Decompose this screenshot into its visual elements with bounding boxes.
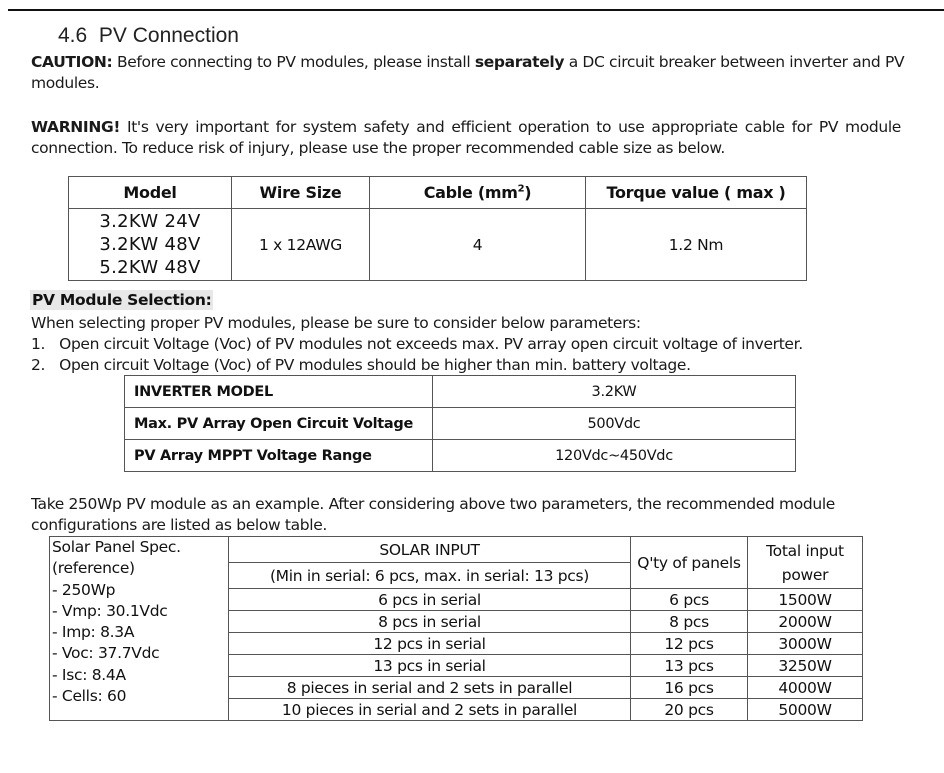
spec-value: 500Vdc	[433, 408, 796, 440]
qty-cell: 8 pcs	[631, 611, 748, 633]
module-config-table	[49, 536, 863, 721]
power-cell: 3000W	[748, 633, 863, 655]
header-qty: Q'ty of panels	[631, 537, 748, 589]
warning-paragraph: WARNING! It's very important for system safety and efficient operation to use appropriate cable for PV module connection. To reduce risk of injury, please use the proper recommended cable size as below.	[31, 118, 901, 157]
table-row	[125, 408, 796, 440]
header-total-power: Total input power	[748, 537, 863, 589]
qty-cell: 6 pcs	[631, 589, 748, 611]
pv-selection-title: PV Module Selection:	[32, 291, 212, 309]
torque-value: 1.2 Nm	[586, 209, 807, 281]
section-number: 4.6	[58, 24, 88, 47]
list-item: 1. Open circuit Voltage (Voc) of PV modules not exceeds max. PV array open circuit voltage of inverter.	[31, 335, 803, 353]
panel-spec-cell: Solar Panel Spec. (reference) - 250Wp - Vmp: 30.1Vdc - Imp: 8.3A - Voc: 37.7Vdc - Isc: 8.4A - Cells: 60	[50, 537, 229, 721]
caution-label: CAUTION:	[31, 53, 113, 71]
warning-label: WARNING!	[31, 118, 121, 136]
config-cell: 13 pcs in serial	[229, 655, 631, 677]
qty-cell: 20 pcs	[631, 699, 748, 721]
power-cell: 5000W	[748, 699, 863, 721]
config-cell: 8 pcs in serial	[229, 611, 631, 633]
spec-value: 3.2KW	[433, 376, 796, 408]
section-heading	[58, 24, 239, 48]
table-row	[125, 440, 796, 472]
spec-value: 120Vdc~450Vdc	[433, 440, 796, 472]
table-row	[69, 209, 807, 281]
pv-selection-intro: When selecting proper PV modules, please be sure to consider below parameters:	[31, 314, 641, 332]
spec-label: INVERTER MODEL	[125, 376, 433, 408]
caution-paragraph: CAUTION: Before connecting to PV modules, please install separately a DC circuit breaker between inverter and PV modules.	[31, 53, 905, 92]
header-wire-size: Wire Size	[232, 177, 370, 209]
cable-value: 4	[370, 209, 586, 281]
list-item: 2. Open circuit Voltage (Voc) of PV modules should be higher than min. battery voltage.	[31, 356, 691, 374]
header-torque: Torque value ( max )	[586, 177, 807, 209]
example-paragraph: Take 250Wp PV module as an example. After considering above two parameters, the recommended module configurations are listed as below table.	[31, 495, 835, 534]
model-list: 3.2KW 24V 3.2KW 48V 5.2KW 48V	[69, 209, 232, 281]
config-cell: 12 pcs in serial	[229, 633, 631, 655]
config-cell: 8 pieces in serial and 2 sets in parallel	[229, 677, 631, 699]
header-solar-subtitle: (Min in serial: 6 pcs, max. in serial: 13 pcs)	[229, 563, 631, 589]
config-cell: 10 pieces in serial and 2 sets in parallel	[229, 699, 631, 721]
wire-size-value: 1 x 12AWG	[232, 209, 370, 281]
table-header-row	[69, 177, 807, 209]
spec-label: Max. PV Array Open Circuit Voltage	[125, 408, 433, 440]
header-model: Model	[69, 177, 232, 209]
qty-cell: 12 pcs	[631, 633, 748, 655]
qty-cell: 16 pcs	[631, 677, 748, 699]
power-cell: 1500W	[748, 589, 863, 611]
inverter-spec-table	[124, 375, 796, 472]
caution-emphasis: separately	[474, 53, 565, 71]
power-cell: 3250W	[748, 655, 863, 677]
cable-size-table	[68, 176, 807, 281]
header-cable: Cable $(mm^2)$	[370, 177, 586, 209]
power-cell: 2000W	[748, 611, 863, 633]
table-header-row	[50, 537, 863, 563]
top-rule	[8, 9, 944, 11]
qty-cell: 13 pcs	[631, 655, 748, 677]
power-cell: 4000W	[748, 677, 863, 699]
section-title: PV Connection	[98, 24, 239, 47]
header-solar-input: SOLAR INPUT	[229, 537, 631, 563]
config-cell: 6 pcs in serial	[229, 589, 631, 611]
table-row	[125, 376, 796, 408]
spec-label: PV Array MPPT Voltage Range	[125, 440, 433, 472]
